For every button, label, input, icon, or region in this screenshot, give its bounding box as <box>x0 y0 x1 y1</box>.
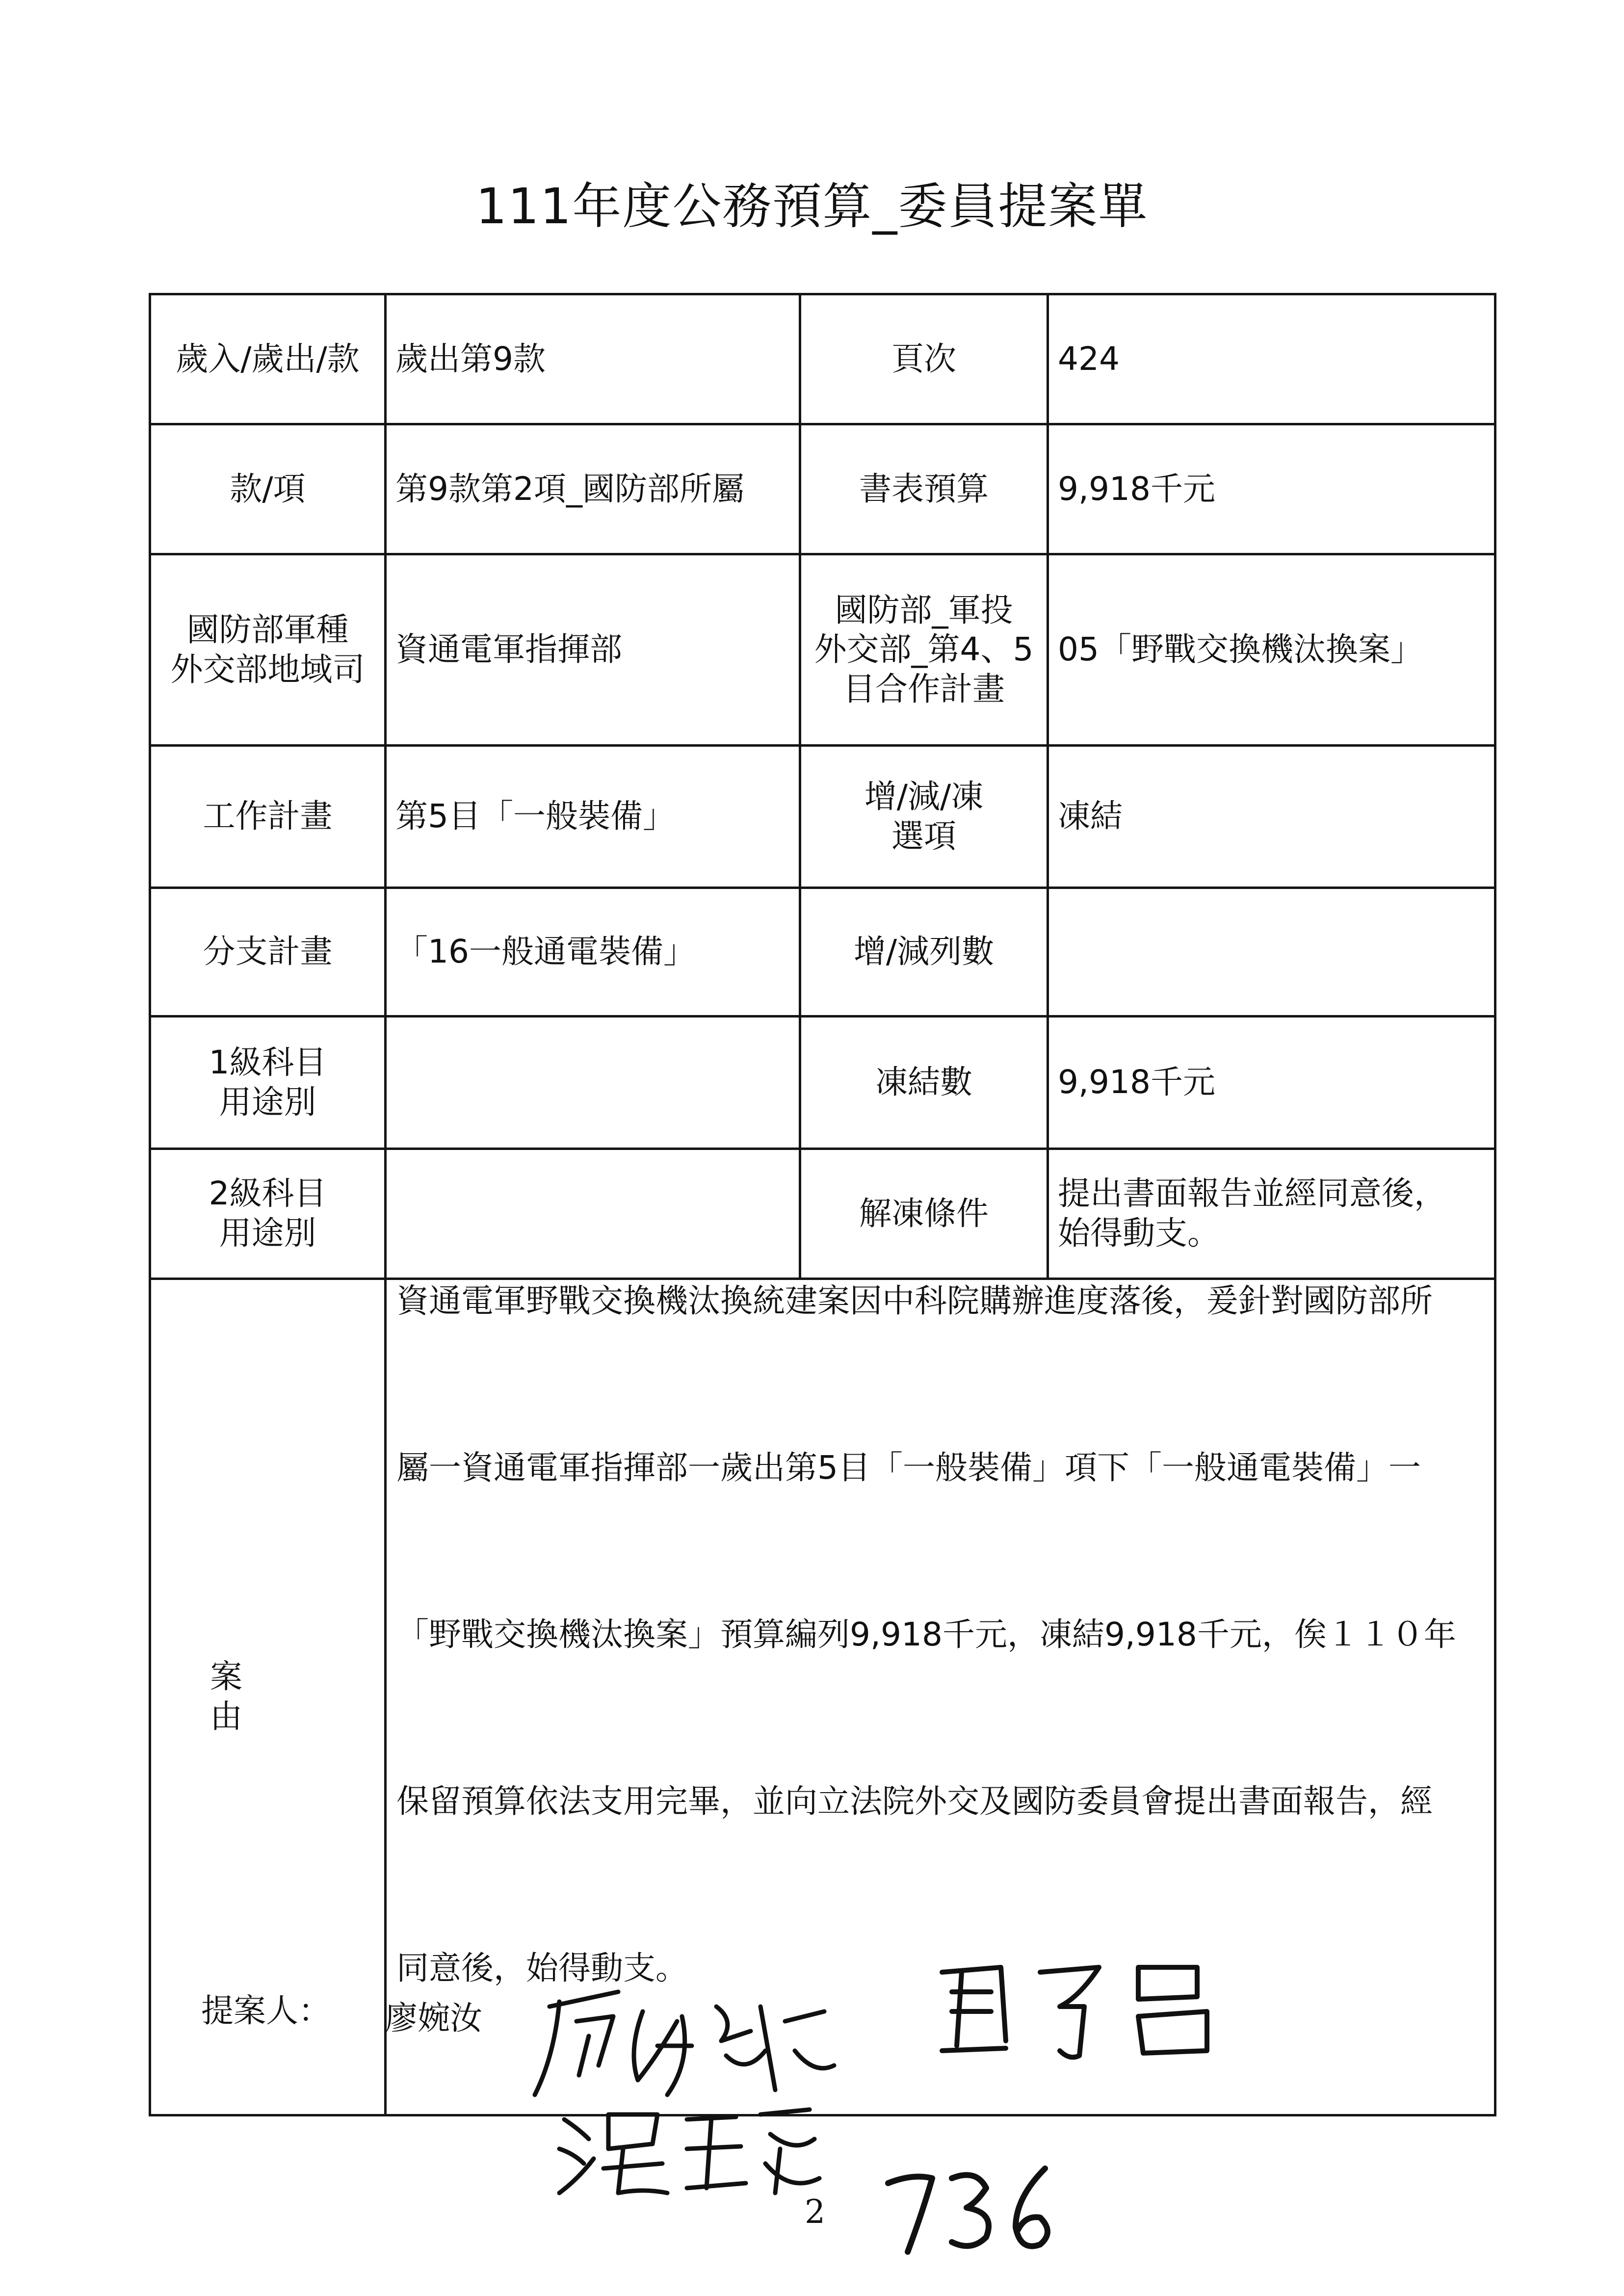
label-line: 目合作計畫 <box>843 670 1005 708</box>
proposal-form-table <box>149 293 1496 2116</box>
table-row <box>150 746 1495 888</box>
document-title: 111年度公務預算_委員提案單 <box>475 178 1149 235</box>
label-cell: 頁次 <box>800 294 1048 424</box>
label-line: 外交部地域司 <box>170 650 365 688</box>
table-row <box>150 554 1495 746</box>
signature-2 <box>932 1953 1236 2065</box>
value-cell: 9,918千元 <box>1048 1017 1495 1149</box>
value-cell <box>386 1017 800 1149</box>
reason-line: 資通電軍野戰交換機汰換統建案因中科院購辦進度落後，爰針對國防部所 <box>396 1282 1433 1320</box>
label-cell: 分支計畫 <box>150 888 386 1017</box>
label-line: 2級科目 <box>209 1174 327 1213</box>
signature-1 <box>530 1977 844 2105</box>
label-cell: 工作計畫 <box>150 746 386 888</box>
table-row <box>150 1149 1495 1279</box>
reason-line: 「野戰交換機汰換案」預算編列9,918千元，凍結9,918千元，俟１１０年 <box>396 1616 1456 1653</box>
value-cell: 「16一般通電裝備」 <box>386 888 800 1017</box>
value-cell: 424 <box>1048 294 1495 424</box>
label-line: 1級科目 <box>209 1043 327 1081</box>
value-cell: 第5目「一般裝備」 <box>386 746 800 888</box>
value-line: 提出書面報告並經同意後， <box>1058 1174 1446 1213</box>
label-cell: 書表預算 <box>800 424 1048 554</box>
table-row <box>150 1017 1495 1149</box>
value-cell: 9,918千元 <box>1048 424 1495 554</box>
proposer-name: 廖婉汝 <box>385 1999 482 2037</box>
table-row <box>150 294 1495 424</box>
table-row <box>150 888 1495 1017</box>
value-cell: 資通電軍指揮部 <box>386 554 800 746</box>
label-cell: 款/項 <box>150 424 386 554</box>
handwritten-number-736 <box>878 2159 1065 2257</box>
value-cell <box>1048 1149 1495 1279</box>
label-cell: 凍結數 <box>800 1017 1048 1149</box>
label-cell: 增/減列數 <box>800 888 1048 1017</box>
value-cell <box>386 1149 800 1279</box>
value-cell: 第9款第2項_國防部所屬 <box>386 424 800 554</box>
table-row <box>150 424 1495 554</box>
label-cell: 歲入/歲出/款 <box>150 294 386 424</box>
label-cell <box>150 1017 386 1149</box>
label-line: 用途別 <box>219 1083 316 1121</box>
label-cell: 解凍條件 <box>800 1149 1048 1279</box>
value-cell <box>1048 888 1495 1017</box>
label-cell <box>150 554 386 746</box>
reason-line: 保留預算依法支用完畢，並向立法院外交及國防委員會提出書面報告，經 <box>396 1782 1433 1820</box>
signature-3 <box>550 2095 824 2203</box>
value-cell: 凍結 <box>1048 746 1495 888</box>
proposer-label: 提案人： <box>201 1992 331 2030</box>
label-line: 增/減/凍 <box>864 777 984 815</box>
value-cell: 歲出第9款 <box>386 294 800 424</box>
reason-line: 同意後，始得動支。 <box>396 1949 688 1987</box>
label-line: 國防部軍種 <box>186 610 349 649</box>
value-line: 始得動支。 <box>1058 1214 1220 1252</box>
label-cell <box>800 554 1048 746</box>
label-line: 外交部_第4、5 <box>814 630 1034 669</box>
label-cell <box>800 746 1048 888</box>
label-line: 選項 <box>891 817 956 855</box>
reason-label: 案由 <box>150 1279 386 2115</box>
label-line: 用途別 <box>219 1214 316 1252</box>
reason-line: 屬一資通電軍指揮部一歲出第5目「一般裝備」項下「一般通電裝備」一 <box>396 1449 1421 1487</box>
label-line: 國防部_軍投 <box>835 591 1013 629</box>
page-number: 2 <box>805 2193 825 2231</box>
value-cell: 05「野戰交換機汰換案」 <box>1048 554 1495 746</box>
label-cell <box>150 1149 386 1279</box>
